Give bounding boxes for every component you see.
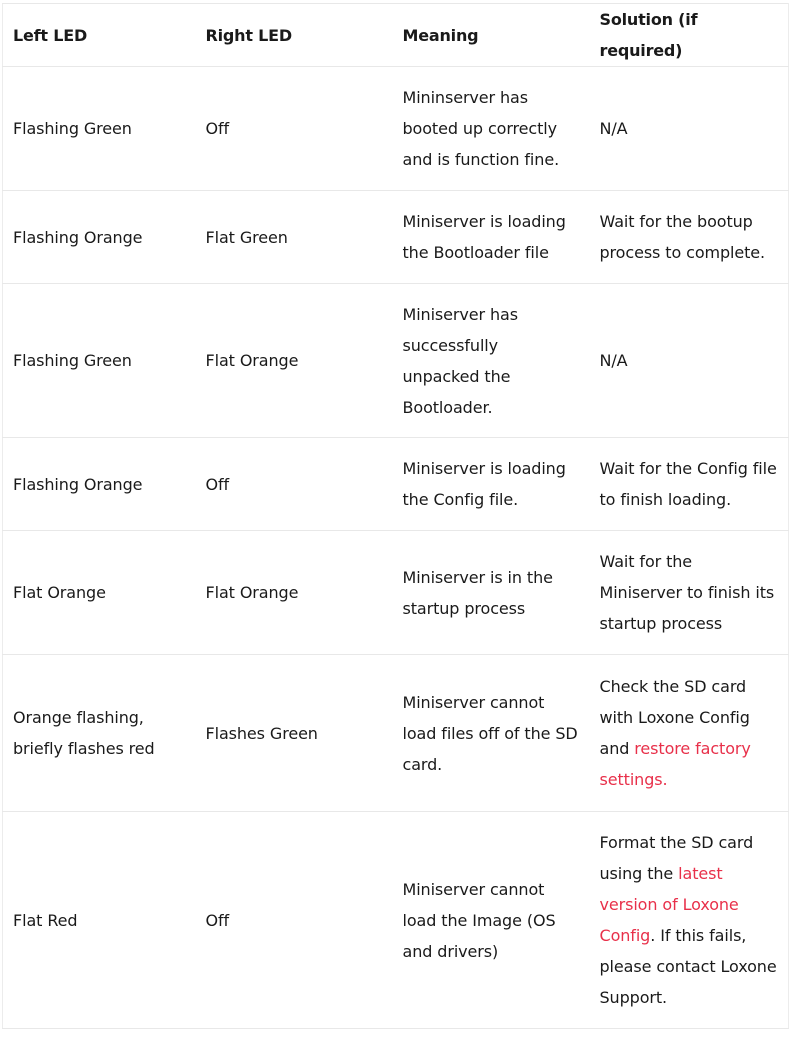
cell-solution: [590, 812, 789, 1029]
cell-meaning: Mininserver has booted up correctly and is function fine.: [393, 67, 590, 191]
cell-meaning: Miniserver is loading the Bootloader file: [393, 191, 590, 284]
table-row: [3, 191, 789, 284]
solution-text: Check the SD card with Loxone Config and: [599, 677, 750, 758]
solution-text: Format the SD card using the: [599, 833, 754, 883]
cell-solution: Wait for the Config file to finish loading.: [590, 438, 789, 531]
header-solution: Solution (if required): [590, 4, 789, 67]
table-row: [3, 812, 789, 1029]
cell-right-led: Off: [196, 67, 393, 191]
cell-solution: Wait for the bootup process to complete.: [590, 191, 789, 284]
cell-meaning: Miniserver has successfully unpacked the Bootloader.: [393, 284, 590, 438]
table-row: [3, 531, 789, 655]
restore-factory-settings-link[interactable]: restore factory settings.: [599, 739, 751, 789]
led-status-table-container: [2, 3, 788, 1029]
solution-text-after: . If this fails, please contact Loxone Support.: [599, 926, 777, 1007]
cell-right-led: Flat Orange: [196, 531, 393, 655]
header-left-led: Left LED: [3, 4, 196, 67]
cell-solution: Wait for the Miniserver to finish its startup process: [590, 531, 789, 655]
cell-right-led: Flat Orange: [196, 284, 393, 438]
cell-left-led: Flat Orange: [3, 531, 196, 655]
cell-solution: N/A: [590, 284, 789, 438]
table-row: [3, 284, 789, 438]
cell-meaning: Miniserver is in the startup process: [393, 531, 590, 655]
cell-meaning: Miniserver cannot load the Image (OS and drivers): [393, 812, 590, 1029]
led-status-table: [2, 3, 789, 1029]
header-meaning: Meaning: [393, 4, 590, 67]
cell-right-led: Off: [196, 438, 393, 531]
table-header-row: [3, 4, 789, 67]
cell-meaning: Miniserver cannot load files off of the SD card.: [393, 655, 590, 812]
cell-right-led: Flat Green: [196, 191, 393, 284]
table-row: [3, 438, 789, 531]
cell-left-led: Orange flashing, briefly flashes red: [3, 655, 196, 812]
cell-left-led: Flashing Orange: [3, 438, 196, 531]
cell-left-led: Flat Red: [3, 812, 196, 1029]
cell-meaning: Miniserver is loading the Config file.: [393, 438, 590, 531]
cell-left-led: Flashing Green: [3, 284, 196, 438]
cell-right-led: Flashes Green: [196, 655, 393, 812]
cell-right-led: Off: [196, 812, 393, 1029]
header-right-led: Right LED: [196, 4, 393, 67]
cell-left-led: Flashing Green: [3, 67, 196, 191]
table-row: [3, 655, 789, 812]
cell-solution: N/A: [590, 67, 789, 191]
latest-loxone-config-link[interactable]: latest version of Loxone Config: [599, 864, 739, 945]
table-row: [3, 67, 789, 191]
cell-solution: [590, 655, 789, 812]
cell-left-led: Flashing Orange: [3, 191, 196, 284]
